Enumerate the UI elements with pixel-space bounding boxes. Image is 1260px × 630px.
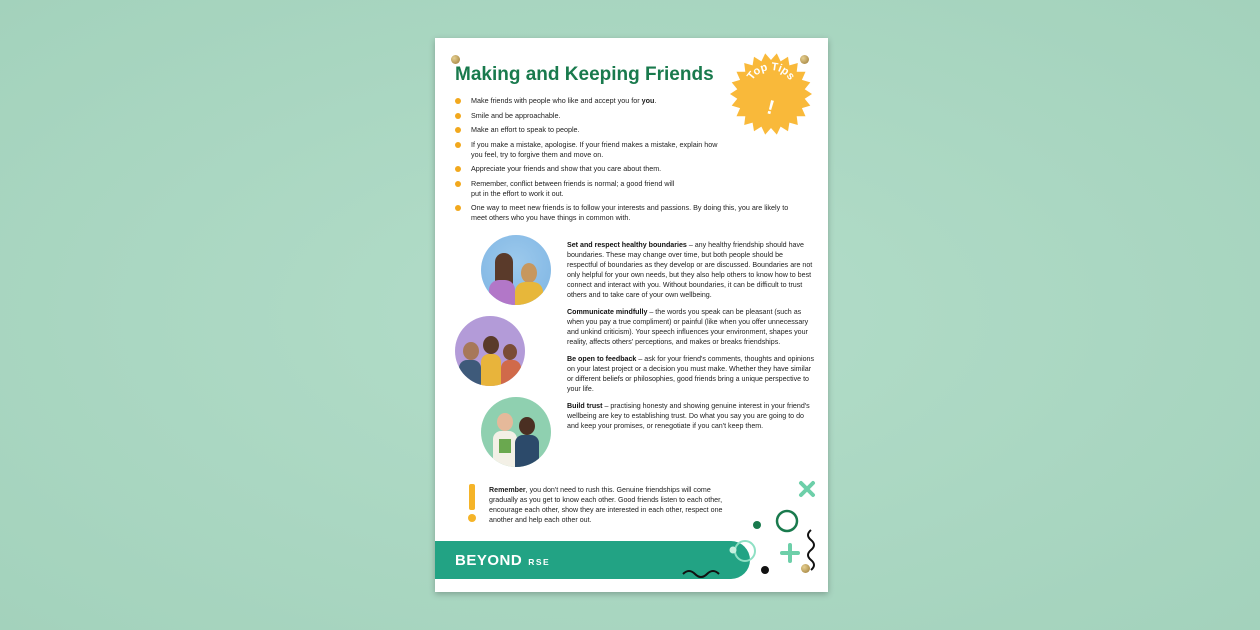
tip-item: If you make a mistake, apologise. If your friend makes a mistake, explain how you feel, try to forgive them and move on. [453, 140, 723, 160]
tip-item: Remember, conflict between friends is normal; a good friend will put in the effort to work it out. [453, 179, 683, 199]
badge-mark: ! [764, 96, 777, 120]
brand-name: BEYOND [455, 552, 523, 569]
poster [435, 38, 828, 592]
tip-item: One way to meet new friends is to follow your interests and passions. By doing this, you are likely to meet others who you have things in common with. [453, 203, 798, 223]
section-trust: Build trust – practising honesty and showing genuine interest in your friend's wellbeing are key to establishing trust. Do what you say you are going to do and keep your promises, or renegotiate if you can't keep them. [567, 402, 810, 430]
section-boundaries: Set and respect healthy boundaries – any healthy friendship should have boundaries. These may change over time, but both people should be respectful of boundaries as they develop or are discussed. Boundaries are not only helpful for your own needs, but they also help others to know how to best connect and interact with you. Without boundaries, it can be difficult to trust others and to take care of your own wellbeing. [567, 241, 813, 299]
tip-item: Smile and be approachable. [453, 111, 723, 121]
brand-sub: RSE [528, 557, 551, 567]
remember-note: Remember, you don't need to rush this. Genuine friendships will come gradually as you get to know each other. Good friends listen to each other, encourage each other, show they are interested in each other, respect one another and help each other out. [489, 486, 723, 524]
badge-text: Top Tips [744, 60, 797, 83]
section-communicate: Communicate mindfully – the words you speak can be pleasant (such as when you pay a true compliment) or painful (like when you offer unnecessary and unkind criticism). Your speech influences your environment, shapes your reality, affects others' perceptions, and makes or breaks friendships. [567, 308, 809, 346]
tip-item: Make friends with people who like and accept you for you. [453, 96, 723, 106]
tip-item: Appreciate your friends and show that you care about them. [453, 164, 798, 174]
page-title: Making and Keeping Friends [455, 64, 714, 85]
tip-item: Make an effort to speak to people. [453, 125, 723, 135]
section-feedback: Be open to feedback – ask for your friend's comments, thoughts and opinions on your latest project or a decision you must make. Whether they have similar or different beliefs or philosophies, good friends bring a unique perspective to your life. [567, 355, 815, 393]
decorative-shapes [435, 38, 828, 592]
